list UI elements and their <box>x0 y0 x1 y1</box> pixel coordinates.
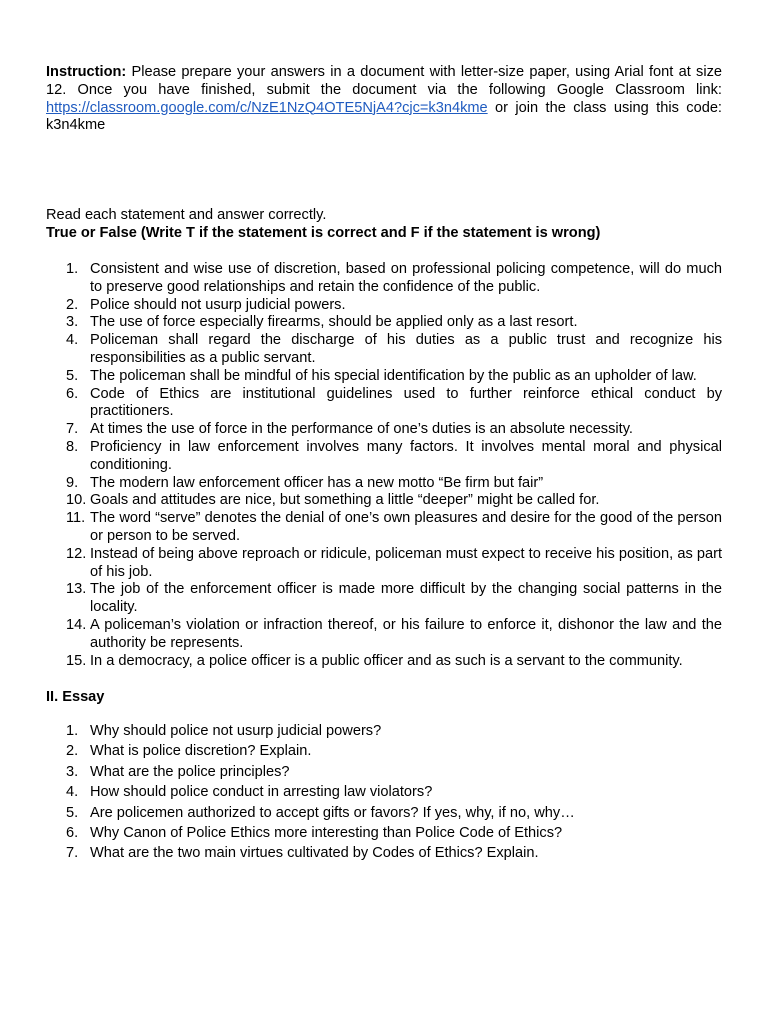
item-text: The job of the enforcement officer is made more difficult by the changing social patterns in the locality. <box>90 581 722 616</box>
item-number: 12. <box>66 545 87 562</box>
classroom-link[interactable]: https://classroom.google.com/c/NzE1NzQ4OTE5NjA4?cjc=k3n4kme <box>46 99 488 116</box>
item-text: Are policemen authorized to accept gifts or favors? If yes, why, if no, why… <box>90 804 575 821</box>
list-item <box>46 368 722 386</box>
list-item <box>46 617 722 653</box>
list-item <box>46 741 722 761</box>
list-item <box>46 803 722 823</box>
instruction-text: Please prepare your answers in a document with letter-size paper, using Arial font at size 12. Once you have finished, submit the document via the following Google Classroom link: <box>46 64 722 98</box>
item-number: 14. <box>66 616 87 633</box>
essay-heading: II. Essay <box>46 689 105 705</box>
item-text: A policeman’s violation or infraction thereof, or his failure to enforce it, dishonor the law and the authority be represents. <box>90 616 722 651</box>
item-text: Proficiency in law enforcement involves many factors. It involves mental moral and physical conditioning. <box>90 438 722 473</box>
list-item <box>46 581 722 617</box>
tf-intro-block <box>46 207 722 243</box>
list-item <box>46 261 722 297</box>
item-number: 7. <box>66 845 79 862</box>
item-text: What are the two main virtues cultivated by Codes of Ethics? Explain. <box>90 845 539 862</box>
instruction-label: Instruction: <box>46 64 127 80</box>
item-number: 4. <box>66 332 79 349</box>
list-item <box>46 510 722 546</box>
item-text: The word “serve” denotes the denial of one’s own pleasures and desire for the good of the person or person to be served. <box>90 510 722 544</box>
list-item <box>46 843 722 863</box>
item-text: How should police conduct in arresting law violators? <box>90 784 433 801</box>
item-number: 13. <box>66 581 87 598</box>
instruction-code-text: or join the class using this code: k3n4kme <box>46 99 722 134</box>
instruction-paragraph <box>46 64 722 135</box>
list-item <box>46 546 722 582</box>
item-text: Policeman shall regard the discharge of his duties as a public trust and recognize his responsibilities as a public servant. <box>90 332 722 366</box>
item-number: 9. <box>66 474 79 491</box>
list-item <box>46 297 722 315</box>
item-text: Consistent and wise use of discretion, based on professional policing competence, will do much to preserve good relationships and retain the confidence of the public. <box>90 261 722 295</box>
item-number: 6. <box>66 385 79 402</box>
item-text: Instead of being above reproach or ridicule, policeman must expect to receive his position, as part of his job. <box>90 545 722 580</box>
item-text: What is police discretion? Explain. <box>90 743 312 760</box>
item-text: Code of Ethics are institutional guidelines used to further reinforce ethical conduct by practitioners. <box>90 385 722 420</box>
item-number: 8. <box>66 438 79 455</box>
item-text: In a democracy, a police officer is a public officer and as such is a servant to the community. <box>90 652 683 669</box>
item-text: What are the police principles? <box>90 763 290 780</box>
item-text: The modern law enforcement officer has a new motto “Be firm but fair” <box>90 474 544 491</box>
item-number: 10. <box>66 492 87 509</box>
item-number: 11. <box>66 510 86 527</box>
item-number: 5. <box>66 367 79 384</box>
tf-heading: True or False (Write T if the statement is correct and F if the statement is wrong) <box>46 224 601 241</box>
list-item <box>46 653 722 671</box>
item-number: 1. <box>66 261 79 277</box>
item-text: At times the use of force in the performance of one’s duties is an absolute necessity. <box>90 421 633 438</box>
item-number: 6. <box>66 825 79 842</box>
tf-list <box>46 261 722 670</box>
item-number: 5. <box>66 804 79 821</box>
item-number: 2. <box>66 296 79 313</box>
item-number: 2. <box>66 743 79 760</box>
item-text: Goals and attitudes are nice, but something a little “deeper” might be called for. <box>90 492 600 509</box>
tf-intro: Read each statement and answer correctly. <box>46 207 327 223</box>
list-item <box>46 314 722 332</box>
item-number: 3. <box>66 314 79 331</box>
item-number: 1. <box>66 723 79 739</box>
list-item <box>46 475 722 493</box>
item-text: Police should not usurp judicial powers. <box>90 296 346 313</box>
list-item <box>46 823 722 843</box>
item-number: 15. <box>66 652 87 669</box>
item-number: 4. <box>66 784 79 801</box>
item-text: The policeman shall be mindful of his special identification by the public as an upholder of law. <box>90 367 697 384</box>
item-text: Why Canon of Police Ethics more interesting than Police Code of Ethics? <box>90 825 563 842</box>
item-number: 7. <box>66 421 79 438</box>
essay-list <box>46 721 722 864</box>
list-item <box>46 721 722 741</box>
essay-list-block <box>46 721 722 864</box>
tf-list-block <box>46 261 722 670</box>
list-item <box>46 332 722 368</box>
list-item <box>46 439 722 475</box>
list-item <box>46 762 722 782</box>
list-item <box>46 386 722 422</box>
item-text: The use of force especially firearms, should be applied only as a last resort. <box>90 314 578 331</box>
list-item <box>46 782 722 802</box>
list-item <box>46 492 722 510</box>
item-number: 3. <box>66 763 79 780</box>
list-item <box>46 421 722 439</box>
essay-heading-block <box>46 689 722 707</box>
item-text: Why should police not usurp judicial powers? <box>90 723 382 739</box>
